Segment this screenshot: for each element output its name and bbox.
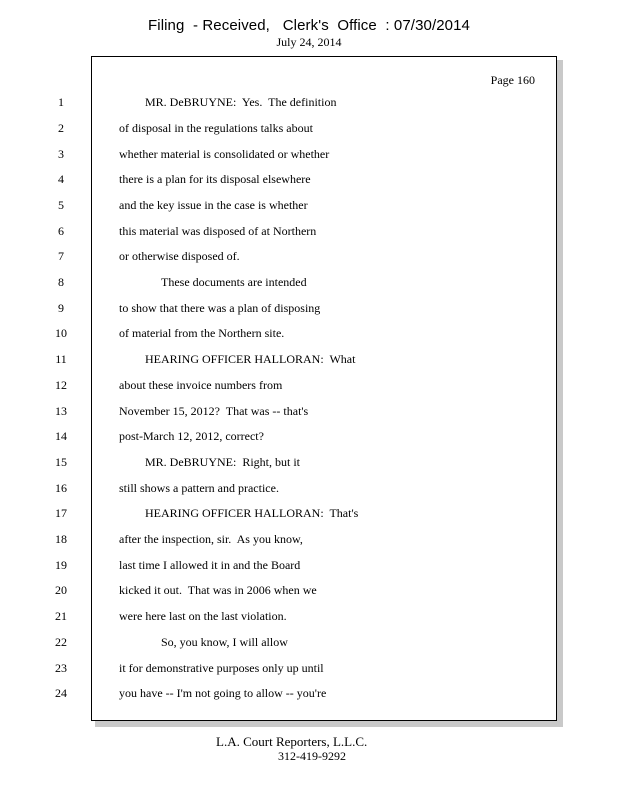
- line-number: 2: [58, 121, 64, 135]
- line-number: 19: [55, 558, 67, 572]
- transcript-line: post-March 12, 2012, correct?: [119, 429, 264, 443]
- reporter-company: L.A. Court Reporters, L.L.C.: [216, 734, 368, 749]
- line-number: 23: [55, 661, 67, 675]
- transcript-line: there is a plan for its disposal elsewhere: [119, 172, 311, 186]
- transcript-line: HEARING OFFICER HALLORAN: What: [145, 352, 356, 366]
- line-number: 8: [58, 275, 64, 289]
- line-number: 15: [55, 455, 67, 469]
- transcript-line: about these invoice numbers from: [119, 378, 283, 392]
- line-number: 17: [55, 506, 67, 520]
- line-number: 5: [58, 198, 64, 212]
- reporter-phone: 312-419-9292: [278, 749, 346, 763]
- line-number: 13: [55, 404, 67, 418]
- transcript-line: this material was disposed of at Northern: [119, 224, 317, 238]
- line-number: 22: [55, 635, 67, 649]
- transcript-line: These documents are intended: [161, 275, 307, 289]
- line-number: 3: [58, 147, 64, 161]
- transcript-line: November 15, 2012? That was -- that's: [119, 404, 309, 418]
- transcript-line: were here last on the last violation.: [119, 609, 287, 623]
- line-number: 18: [55, 532, 67, 546]
- transcript-line: last time I allowed it in and the Board: [119, 558, 301, 572]
- page-number: Page 160: [490, 73, 535, 87]
- hearing-date: July 24, 2014: [276, 35, 342, 49]
- transcript-line: MR. DeBRUYNE: Yes. The definition: [145, 95, 337, 109]
- transcript-line: MR. DeBRUYNE: Right, but it: [145, 455, 301, 469]
- transcript-line: of material from the Northern site.: [119, 326, 285, 340]
- line-number: 21: [55, 609, 67, 623]
- line-number: 9: [58, 301, 64, 315]
- line-number: 11: [55, 352, 67, 366]
- transcript-line: it for demonstrative purposes only up until: [119, 661, 324, 675]
- transcript-line: still shows a pattern and practice.: [119, 481, 279, 495]
- transcript-line: to show that there was a plan of disposing: [119, 301, 321, 315]
- transcript-line: kicked it out. That was in 2006 when we: [119, 583, 317, 597]
- line-number: 1: [58, 95, 64, 109]
- line-number: 14: [55, 429, 67, 443]
- line-number: 6: [58, 224, 64, 238]
- line-number: 24: [55, 686, 67, 700]
- transcript-line: or otherwise disposed of.: [119, 249, 240, 263]
- filing-stamp: Filing - Received, Clerk's Office : 07/30/2014: [148, 17, 470, 34]
- transcript-line: you have -- I'm not going to allow -- you're: [119, 686, 327, 700]
- transcript-line: So, you know, I will allow: [161, 635, 288, 649]
- line-number: 7: [58, 249, 64, 263]
- transcript-line: after the inspection, sir. As you know,: [119, 532, 303, 546]
- line-number: 4: [58, 172, 64, 186]
- line-number: 16: [55, 481, 67, 495]
- transcript-line: whether material is consolidated or whether: [119, 147, 330, 161]
- transcript-line: and the key issue in the case is whether: [119, 198, 308, 212]
- line-number: 10: [55, 326, 67, 340]
- line-number: 20: [55, 583, 67, 597]
- line-number: 12: [55, 378, 67, 392]
- transcript-line: of disposal in the regulations talks about: [119, 121, 313, 135]
- transcript-line: HEARING OFFICER HALLORAN: That's: [145, 506, 359, 520]
